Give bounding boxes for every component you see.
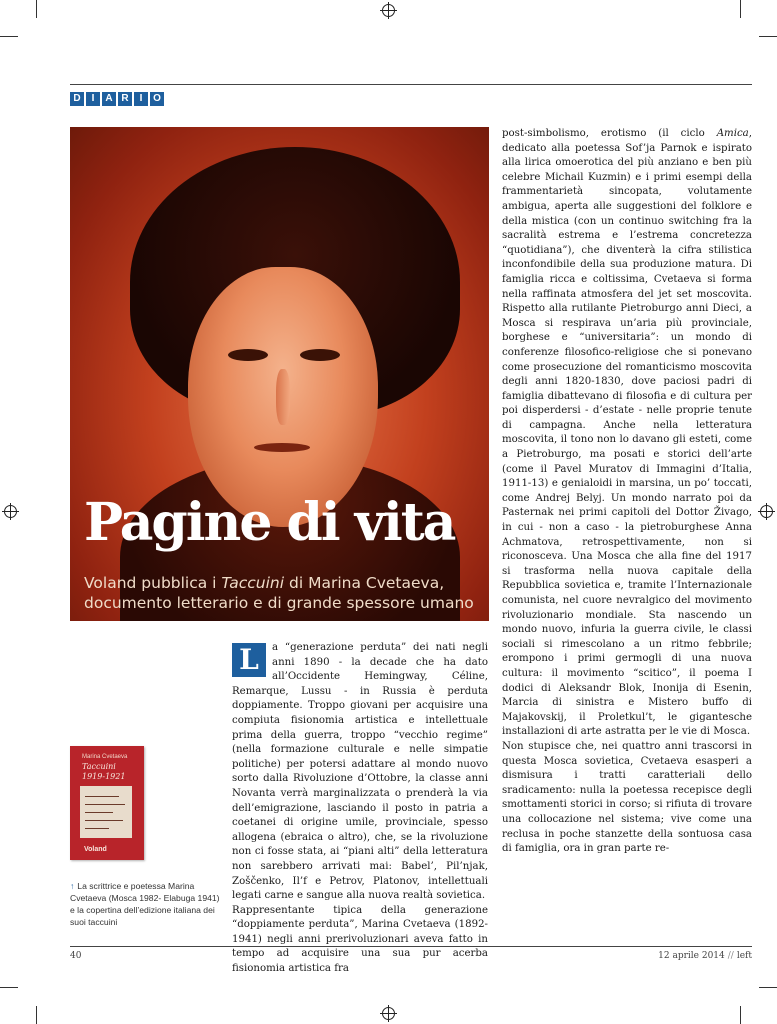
- crop-mark: [0, 36, 18, 37]
- body-text: , dedicato alla poetessa Sof’ja Parnok e ispirato alla lirica omoerotica del più anziano e ben più celebre Michail Kuzmin) e i primi esempi della frammentarietà sincopata, volutamente ambigua, aperta alle suggestioni del folklore e della mistica (con un continuo switching fra la sacralità estrema e l’estrema concretezza “quotidiana”), che diventerà la cifra stilistica inconfondibile della sua produzione matura. Di famiglia ricca e coltissima, Cvetaeva si forma nella raffinata atmosfera del jet set moscovita. Rispetto alla rutilante Pietroburgo anni Dieci, a Mosca si respirava un’aria più provinciale, borghese e “universitaria”: un mondo di conferenze filosofico-religiose che si ponevano come prosecuzione del romanticismo moscovita degli anni 1820-1830, dove paciosi padri di famiglia dibattevano di filosofia e di cultura per poi disperdersi - d’estate - nelle proprie tenute di campagna. Anche nella letteratura moscovita, il tono non lo davano gli esteti, come a Pietroburgo, ma posati e storici dell’arte (come il Pavel Muratov di Immagini d’Italia, 1911-13) e genialoidi in marsina, un po’ toccati, come Andrej Belyj. Un mondo narrato poi da Pasternak nei primi capitoli del Dottor Živago, in cui - non a caso - la pietroburghese Anna Achmatova, retrospettivamente, non si riconosceva. Una Mosca che alla fine del 1917 si trasforma nella nuova capitale della Repubblica sovietica e, tramite l’Internazionale comunista, nel cuore nevralgico del movimento rivoluzionario mondiale. Sta nascendo un mondo nuovo, infuria la guerra civile, le classi sociali si rimescolano a un ritmo febbrile; erompono i primi germogli di una nuova cultura: il movimento “scitico”, il poema I dodici di Aleksandr Blok, Inonija di Esenin, Marcia di sinistra e Mistero buffo di Majakovskij, il Proletkul’t, le gigantesche installazioni di arte astratta per le vie di Mosca.: [502, 128, 752, 738]
- kicker-letter: R: [118, 92, 132, 106]
- portrait-mouth: [254, 443, 310, 452]
- body-italic: Amica: [716, 128, 749, 139]
- header-rule: [70, 84, 752, 85]
- standfirst-text: di Marina Cvetaeva, documento letterario e di grande spessore umano: [84, 574, 474, 612]
- crop-mark: [759, 987, 777, 988]
- section-kicker: [70, 92, 164, 106]
- issue-date: 12 aprile 2014: [658, 951, 725, 961]
- standfirst-text: Voland pubblica i: [84, 574, 222, 592]
- book-title: Taccuini 1919-1921: [82, 762, 126, 781]
- kicker-letter: D: [70, 92, 84, 106]
- crop-mark: [740, 0, 741, 18]
- registration-mark-bottom: [382, 1007, 395, 1020]
- footer-separator: //: [727, 951, 734, 961]
- kicker-letter: A: [102, 92, 116, 106]
- photo-caption: [70, 880, 226, 928]
- portrait-eye: [300, 349, 340, 361]
- article-standfirst: [84, 573, 484, 613]
- crop-mark: [36, 0, 37, 18]
- magazine-name: left: [736, 951, 752, 961]
- book-publisher: Voland: [84, 846, 107, 853]
- portrait-face: [188, 267, 378, 527]
- kicker-letter: I: [134, 92, 148, 106]
- book-manuscript-plate: [80, 786, 132, 838]
- crop-mark: [36, 1006, 37, 1024]
- body-paragraph: [502, 127, 752, 740]
- registration-mark-top: [382, 4, 395, 17]
- book-cover: [70, 746, 144, 860]
- body-column-left: [232, 641, 488, 977]
- footer-issue: [658, 951, 752, 961]
- registration-mark-right: [760, 505, 773, 518]
- body-text: post-simbolismo, erotismo (il ciclo: [502, 128, 717, 139]
- body-paragraph: Rappresentante tipica della generazione “doppiamente perduta”, Marina Cvetaeva (1892-1941) negli anni prerivoluzionari aveva fatto in tempo ad acquisire una sua pur acerba fisionomia artistica fra: [232, 904, 488, 975]
- footer-rule: [70, 946, 752, 947]
- portrait-nose: [276, 369, 290, 425]
- crop-mark: [759, 36, 777, 37]
- body-column-right: [502, 127, 752, 857]
- arrow-up-icon: ↑: [70, 881, 75, 891]
- book-author: Marina Cvetaeva: [82, 754, 128, 760]
- standfirst-book-title: Taccuini: [221, 574, 285, 592]
- body-paragraph: a “generazione perduta” dei nati negli anni 1890 - la decade che ha dato all’Occidente Hemingway, Céline, Remarque, Lussu - in Russia è perduta doppiamente. Troppo giovani per acquisire una compiuta fisionomia artistica e intellettuale prima della guerra, troppo “vecchio regime” (nella formazione culturale e nelle simpatie politiche) per potersi adattare al mondo nuovo sorto dalla Rivoluzione d’Ottobre, la classe anni Novanta verrà marginalizzata o prenderà la via dell’emigrazione, lasciando il posto in patria a coetanei di origine umile, provinciale, spesso allogena (ebraica o altro), che, se la rivoluzione non ci fosse stata, ai “piani alti” della letteratura non sarebbero arrivati mai: Babel’, Pil’njak, Zoščenko, Il’f e Petrov, Platonov, intellettuali legati carne e sangue alla nuova realtà sovietica.: [232, 642, 488, 902]
- drop-cap: L: [232, 643, 266, 677]
- registration-mark-left: [4, 505, 17, 518]
- article-headline: Pagine di vita: [84, 492, 455, 553]
- portrait-eye: [228, 349, 268, 361]
- page-number: 40: [70, 951, 82, 961]
- crop-mark: [740, 1006, 741, 1024]
- kicker-letter: O: [150, 92, 164, 106]
- caption-text: La scrittrice e poetessa Marina Cvetaeva (Mosca 1982- Elabuga 1941) e la copertina dell’edizione italiana dei suoi taccuini: [70, 881, 220, 927]
- crop-mark: [0, 987, 18, 988]
- body-paragraph: Non stupisce che, nei quattro anni trascorsi in questa Mosca sovietica, Cvetaeva esasperi a dismisura i tratti caratteriali dello sradicamento: nulla la poetessa recepisce degli smottamenti storici in corso; si rifiuta di trovare una collocazione nel sistema; vive come una reclusa in poche stanzette della sontuosa casa di famiglia, ora in gran parte re-: [502, 740, 752, 855]
- kicker-letter: I: [86, 92, 100, 106]
